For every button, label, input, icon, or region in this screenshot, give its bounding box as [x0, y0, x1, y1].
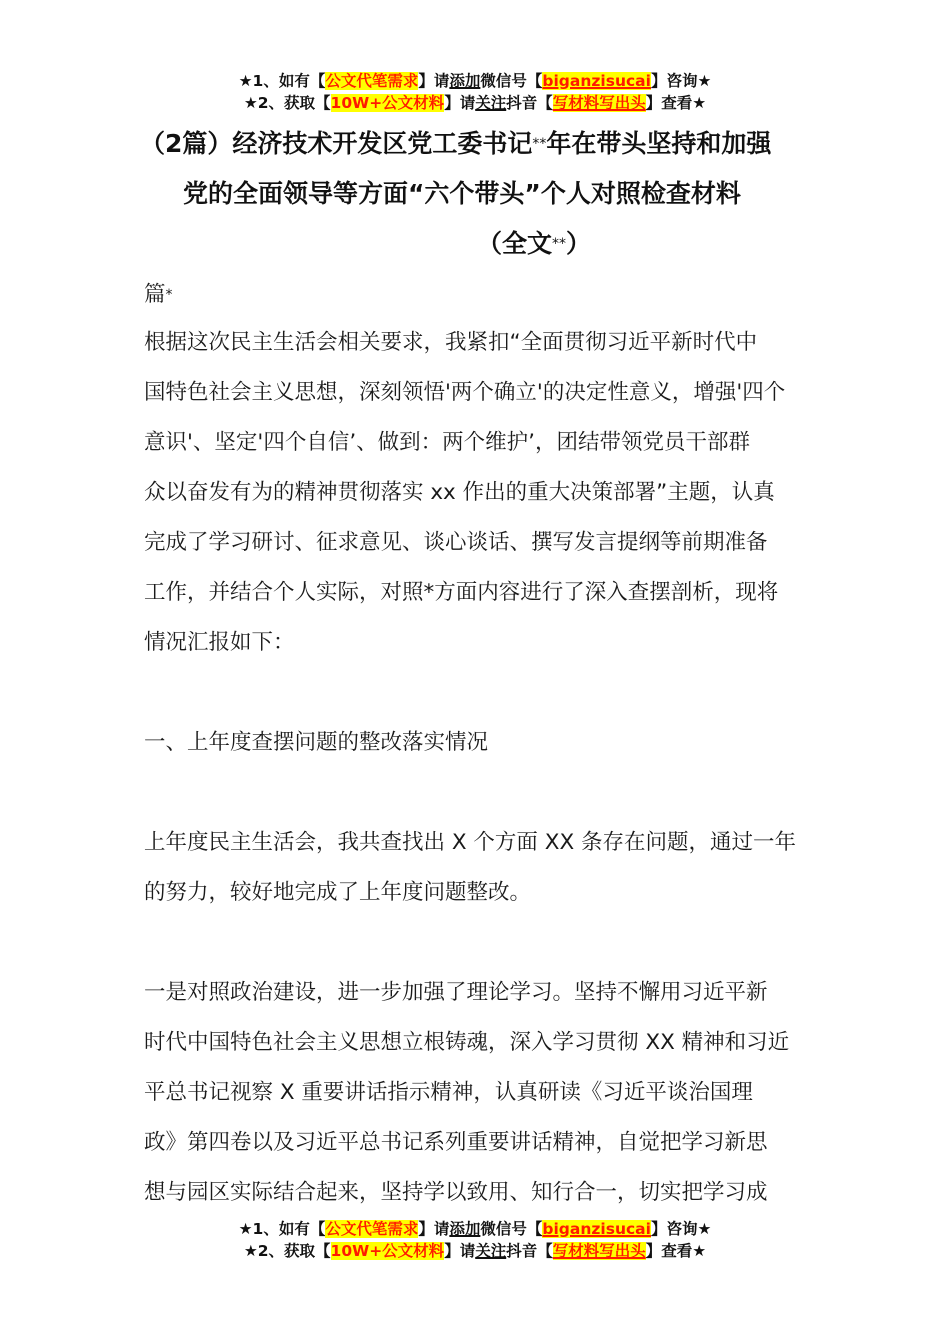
promo-line-1: [0, 1218, 950, 1240]
text-line: 根据这次民主生活会相关要求，我紧扣“全面贯彻习近平新时代中: [144, 330, 758, 355]
promo-highlight: 公文代笔需求: [325, 1220, 419, 1238]
promo-text: ★1、如有【: [238, 72, 326, 90]
title-text: （2篇）经济技术开发区党工委书记: [140, 129, 533, 158]
text-line: 众以奋发有为的精神贯彻落实 xx 作出的重大决策部署”主题，认真: [144, 480, 775, 505]
intro-paragraph: [144, 318, 814, 668]
text-line: 意识'、坚定'四个自信’、做到：两个维护’，团结带领党员干部群: [144, 430, 750, 455]
paragraph-rectification: [144, 818, 814, 918]
promo-text: 】查看★: [645, 1242, 707, 1260]
section-label: [144, 270, 814, 320]
paragraph-political-building: [144, 968, 814, 1218]
title-text: 年在带头坚持和加强: [546, 129, 772, 158]
promo-line-2: [0, 1240, 950, 1262]
text-line: 时代中国特色社会主义思想立根铸魂，深入学习贯彻 XX 精神和习近: [144, 1030, 790, 1055]
title-line-2: 党的全面领导等方面“六个带头”个人对照检查材料: [183, 179, 741, 208]
title-star: **: [532, 136, 547, 152]
title-line-3: [477, 229, 591, 259]
promo-banner-bottom: [0, 1218, 950, 1262]
promo-text: 】请: [418, 1220, 450, 1238]
promo-text: 】请: [418, 72, 450, 90]
text-line: 完成了学习研讨、征求意见、谈心谈话、撰写发言提纲等前期准备: [144, 530, 768, 555]
text-line: 上年度民主生活会，我共查找出 X 个方面 XX 条存在问题，通过一年: [144, 830, 797, 855]
promo-text: 】咨询★: [650, 1220, 712, 1238]
promo-line-1: [0, 70, 950, 92]
promo-highlight: 公文代笔需求: [325, 72, 419, 90]
douyin-account-link[interactable]: 写材料写出头: [552, 94, 646, 112]
douyin-account-link[interactable]: 写材料写出头: [552, 1242, 646, 1260]
promo-banner-top: [0, 70, 950, 114]
promo-text: 微信号【: [480, 1220, 543, 1238]
promo-text: ★1、如有【: [238, 1220, 326, 1238]
title-text: ）: [566, 229, 592, 258]
text-line: 的努力，较好地完成了上年度问题整改。: [144, 880, 532, 905]
promo-text: ★2、获取【: [243, 94, 331, 112]
promo-emphasis: 关注: [475, 94, 507, 112]
promo-text: 】咨询★: [650, 72, 712, 90]
promo-emphasis: 关注: [475, 1242, 507, 1260]
section-label-star: *: [165, 287, 173, 303]
promo-text: 】请: [444, 94, 476, 112]
promo-emphasis: 添加: [449, 1220, 481, 1238]
promo-line-2: [0, 92, 950, 114]
promo-text: 抖音【: [506, 1242, 553, 1260]
section-label-text: 篇: [144, 282, 166, 307]
text-line: 情况汇报如下：: [144, 630, 295, 655]
text-line: 想与园区实际结合起来，坚持学以致用、知行合一，切实把学习成: [144, 1180, 768, 1205]
wechat-id-link[interactable]: biganzisucai: [542, 1220, 651, 1238]
title-line-1: [140, 129, 771, 159]
title-text: （全文: [477, 229, 553, 258]
text-line: 国特色社会主义思想，深刻领悟'两个确立'的决定性意义，增强'四个: [144, 380, 786, 405]
section-heading: 一、上年度查摆问题的整改落实情况: [144, 730, 489, 755]
promo-text: 微信号【: [480, 72, 543, 90]
text-line: 工作，并结合个人实际，对照*方面内容进行了深入查摆剖析，现将: [144, 580, 779, 605]
promo-highlight: 10W+公文材料: [330, 94, 445, 112]
promo-highlight: 10W+公文材料: [330, 1242, 445, 1260]
promo-text: 】查看★: [645, 94, 707, 112]
promo-emphasis: 添加: [449, 72, 481, 90]
promo-text: ★2、获取【: [243, 1242, 331, 1260]
promo-text: 抖音【: [506, 94, 553, 112]
text-line: 政》第四卷以及习近平总书记系列重要讲话精神，自觉把学习新思: [144, 1130, 768, 1155]
wechat-id-link[interactable]: biganzisucai: [542, 72, 651, 90]
text-line: 平总书记视察 X 重要讲话指示精神，认真研读《习近平谈治国理: [144, 1080, 753, 1105]
title-star: **: [552, 236, 567, 252]
promo-text: 】请: [444, 1242, 476, 1260]
text-line: 一是对照政治建设，进一步加强了理论学习。坚持不懈用习近平新: [144, 980, 768, 1005]
